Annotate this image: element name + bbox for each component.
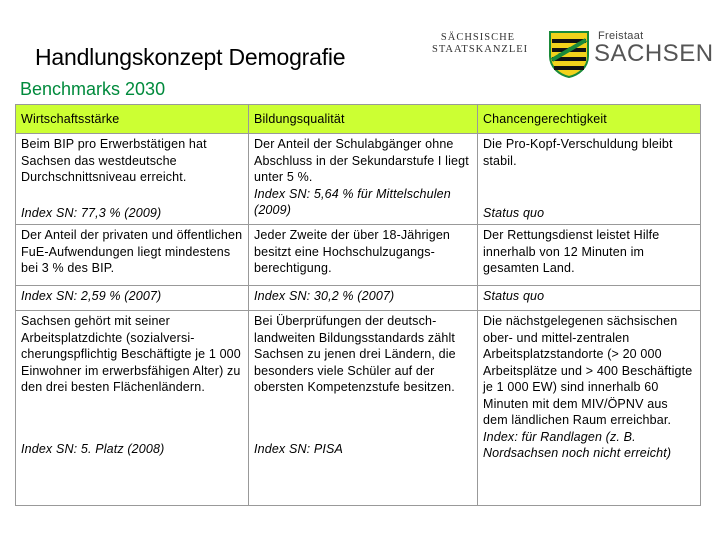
cell-text: Der Anteil der privaten und öffentlichen FuE-Aufwendungen liegt mindestens bei 3 % des BIP. xyxy=(21,228,243,275)
table-cell xyxy=(249,311,478,506)
staatskanzlei-line2: STAATSKANZLEI xyxy=(432,44,529,55)
table-cell xyxy=(16,225,249,286)
cell-text: Die Pro-Kopf-Verschuldung bleibt stabil. xyxy=(483,137,673,168)
staatskanzlei-logo xyxy=(432,32,529,56)
table-row xyxy=(16,134,701,225)
freistaat-label: Freistaat xyxy=(598,30,644,42)
table-cell xyxy=(16,311,249,506)
cell-text: Die nächstgelegenen sächsischen ober- und mittel-zentralen Arbeitsplatzstandorte (> 20 000 Arbeitsplätze und > 400 Beschäftigte je 1 000 EW) sind innerhalb 60 Minuten mit dem MIV/ÖPNV aus dem ländlichen Raum erreichbar. xyxy=(483,314,693,427)
table-cell xyxy=(478,311,701,506)
table-row xyxy=(16,311,701,506)
benchmarks-table xyxy=(15,104,701,506)
table-row xyxy=(16,286,701,311)
cell-text: Sachsen gehört mit seiner Arbeitsplatzdichte (sozialversi-cherungspflichtig Beschäftigte je 1 000 Einwohner im erwerbsfähigen Alter) zu den drei besten Flächenländern. xyxy=(21,314,241,394)
column-header-chancen: Chancengerechtigkeit xyxy=(478,105,701,134)
table-cell xyxy=(249,134,478,225)
table-cell xyxy=(16,286,249,311)
cell-index: Index SN: 30,2 % (2007) xyxy=(254,289,395,303)
cell-index: Index SN: 77,3 % (2009) xyxy=(21,205,162,220)
cell-index: Index SN: 5. Platz (2008) xyxy=(21,441,165,456)
table-cell xyxy=(249,286,478,311)
page-title: Handlungskonzept Demografie xyxy=(35,44,346,70)
cell-text: Der Rettungsdienst leistet Hilfe innerhalb von 12 Minuten im gesamten Land. xyxy=(483,228,660,275)
cell-text: Bei Überprüfungen der deutsch-landweiten Bildungsstandards zählt Sachsen zu jenen drei Ländern, die besonders viele Schüler auf der obersten Kompetenzstufe besitzen. xyxy=(254,314,456,394)
table-cell xyxy=(478,134,701,225)
table-cell xyxy=(16,134,249,225)
table-cell xyxy=(478,225,701,286)
page-subtitle: Benchmarks 2030 xyxy=(20,79,166,99)
column-header-wirtschaft: Wirtschaftsstärke xyxy=(16,105,249,134)
staatskanzlei-line1: SÄCHSISCHE xyxy=(440,32,516,43)
table-cell xyxy=(249,225,478,286)
cell-index: Status quo xyxy=(483,289,545,303)
cell-index: Index SN: 5,64 % für Mittelschulen (2009) xyxy=(254,186,451,217)
column-header-bildung: Bildungsqualität xyxy=(249,105,478,134)
cell-index: Index SN: 2,59 % (2007) xyxy=(21,289,162,303)
table-header-row xyxy=(16,105,701,134)
cell-index: Index: für Randlagen (z. B. Nordsachsen noch nicht erreicht) xyxy=(483,429,672,460)
cell-text: Jeder Zweite der über 18-Jährigen besitzt eine Hochschulzugangs-berechtigung. xyxy=(254,228,451,275)
cell-text: Beim BIP pro Erwerbstätigen hat Sachsen das westdeutsche Durchschnittsniveau erreicht. xyxy=(21,137,207,184)
sachsen-label: SACHSEN xyxy=(594,40,714,67)
freistaat-sachsen-logo xyxy=(548,30,714,78)
cell-index: Status quo xyxy=(483,205,545,220)
table-cell xyxy=(478,286,701,311)
table-row xyxy=(16,225,701,286)
cell-index: Index SN: PISA xyxy=(254,441,343,456)
saxony-crest-icon xyxy=(548,30,590,78)
cell-text: Der Anteil der Schulabgänger ohne Abschluss in der Sekundarstufe I liegt unter 5 %. xyxy=(254,137,469,184)
